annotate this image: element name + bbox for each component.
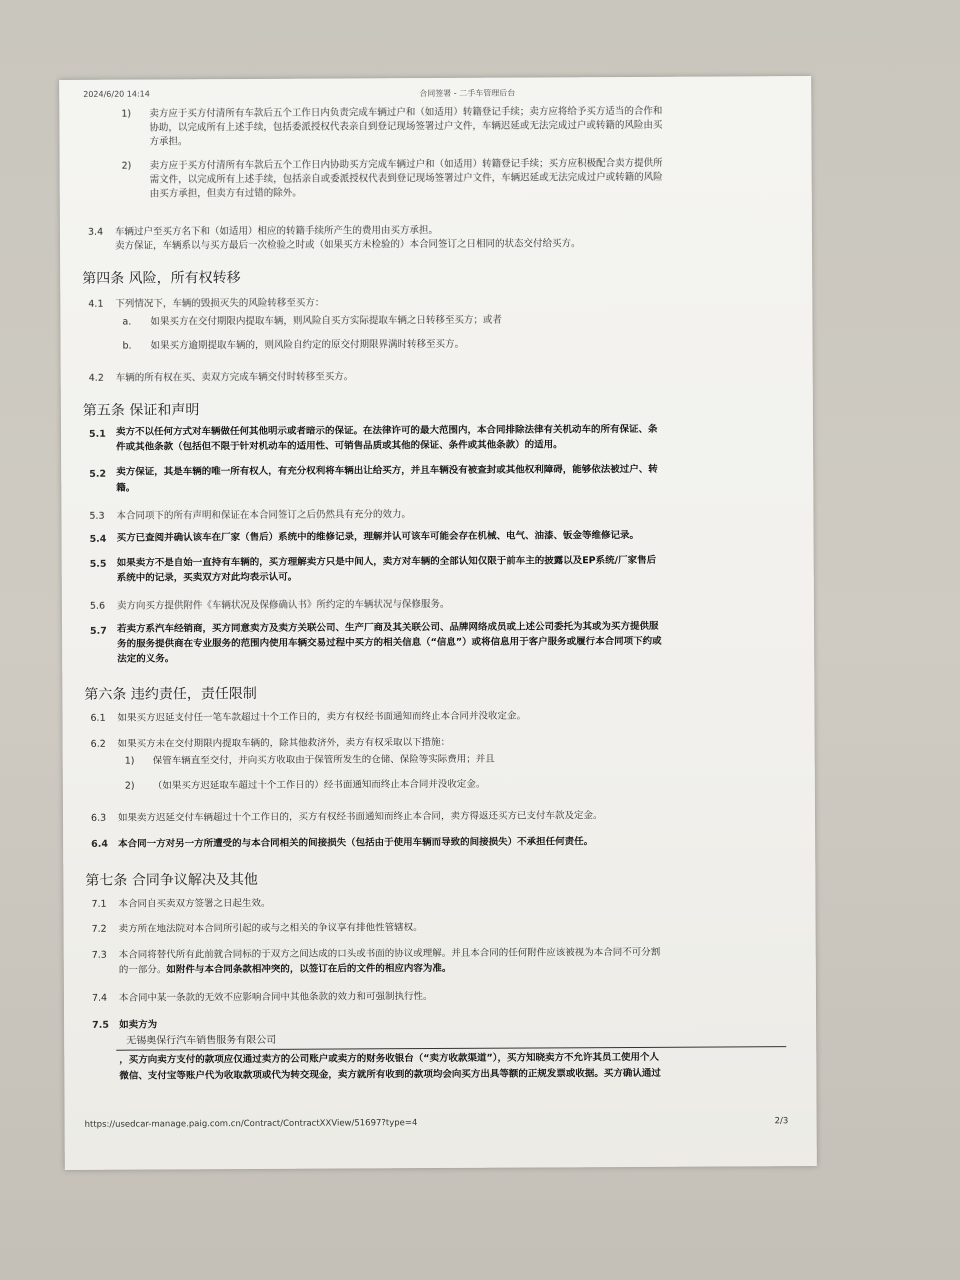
clause-text: 本合同一方对另一方所遭受的与本合同相关的间接损失（包括由于使用车辆而导致的间接损失）不承担任何责任。 [118,836,594,850]
print-title: 合同签署 - 二手车管理后台 [419,88,516,99]
print-datetime: 2024/6/20 14:14 [83,89,150,99]
clause-number: 5.2 [89,468,107,480]
clause-text: 本合同项下的所有声明和保证在本合同签订之后仍然具有充分的效力。 [116,509,411,522]
clause-text: 系统中的记录，买卖双方对此均表示认可。 [116,571,298,584]
clause-number: 5.6 [89,600,106,612]
item-text: 保管车辆直至交付，并向买方收取由于保管所发生的仓储、保险等实际费用；并且 [152,753,495,767]
clause-text: 件或其他条款（包括但不限于针对机动车的适用性、可销售品质或其他的保证、条件或其他条款）的适用。 [116,439,563,453]
clause-text: 法定的义务。 [117,653,175,665]
item-text: 卖方应于买方付清所有车款后五个工作日内负责完成车辆过户和（如适用）转籍登记手续；卖方应将给予买方适当的合作和 [149,105,663,120]
clause-text: 买方已查阅并确认该车在厂家（售后）系统中的维修记录，理解并认可该车可能会存在机械、电气、油漆、钣金等维修记录。 [116,529,640,544]
clause-number: 5.7 [90,625,107,637]
item-text: （如果买方迟延取车超过十个工作日的）经书面通知而终止本合同并没收定金。 [152,778,486,792]
clause-number: 7.4 [91,992,108,1004]
item-text: 如果买方在交付期限内提取车辆，则风险自买方实际提取车辆之日转移至买方；或者 [150,314,502,328]
seller-name: 无锡奥保行汽车销售服务有限公司 [126,1034,277,1047]
clause-number: 7.5 [92,1019,109,1031]
clause-text [119,962,452,977]
clause-number: 6.2 [90,738,106,750]
clause-number: 6.4 [91,838,109,850]
clause-text: 卖方保证，车辆系以与买方最后一次检验之时或（如果买方未检验的）本合同签订之日相同的状态交付给买方。 [114,238,581,252]
clause-number: 5.4 [89,533,107,545]
item-number: 2) [121,160,132,172]
clause-number: 7.3 [91,949,107,961]
item-text: 如果买方逾期提取车辆的，则风险自约定的原交付期限界满时转移至买方。 [150,338,465,352]
clause-number: 5.1 [88,428,106,440]
clause-text: ，买方向卖方支付的款项应仅通过卖方的公司账户或卖方的财务收银台（“卖方收款渠道”），买方知晓卖方不允许其员工使用个人 [119,1051,660,1066]
clause-text: 本合同中某一条款的无效不应影响合同中其他条款的效力和可强制执行性。 [118,991,433,1004]
clause-text: 务的服务提供商在专业服务的范围内使用车辆交易过程中买方的相关信息（“信息”）或将信息用于客户服务或履行本合同项下约或 [117,635,662,650]
clause-text: 如果卖方迟延交付车辆超过十个工作日的，买方有权经书面通知而终止本合同，卖方得返还买方已支付车款及定金。 [117,810,603,824]
clause-text-bold-part: 如附件与本合同条款相冲突的，以签订在后的文件的相应内容为准。 [166,962,452,976]
item-number: 1) [121,108,132,120]
clause-number: 3.4 [87,226,104,238]
page-number: 2/3 [774,1116,789,1127]
page-url: https://usedcar-manage.paig.com.cn/Contract/ContractXXView/51697?type=4 [84,1118,418,1130]
clause-text: 如果卖方不是自始一直持有车辆的，买方理解卖方只是中间人，卖方对车辆的全部认知仅限于前车主的披露以及EP系统/厂家售后 [116,554,657,569]
clause-number: 7.2 [91,923,107,935]
clause-text: 如果买方未在交付期限内提取车辆的，除其他救济外，卖方有权采取以下措施： [117,736,451,750]
clause-number: 6.1 [90,712,106,724]
item-text: 方承担。 [149,136,188,148]
clause-text: 如果买方迟延支付任一笔车款超过十个工作日的，卖方有权经书面通知而终止本合同并没收定金。 [117,710,527,724]
article-heading: 第六条 违约责任，责任限制 [84,685,257,703]
clause-text: 车辆的所有权在买、卖双方完成车辆交付时转移至买方。 [115,371,354,384]
item-number: 2) [124,780,135,792]
clause-text: 卖方不以任何方式对车辆做任何其他明示或者暗示的保证。在法律许可的最大范围内，本合同排除法律有关机动车的所有保证、条 [115,423,658,438]
clause-text: 卖方向买方提供附件《车辆状况及保修确认书》所约定的车辆状况与保修服务。 [116,598,450,612]
item-text: 卖方应于买方付清所有车款后五个工作日内协助买方完成车辆过户和（如适用）转籍登记手续；买方应积极配合卖方提供所 [149,157,663,172]
clause-text: 微信、支付宝等账户代为收取款项或代为转交现金，卖方就所有收到的款项均会向买方出具等额的正规发票或收据。买方确认通过 [119,1067,661,1082]
clause-number: 6.3 [90,812,107,824]
item-text: 需文件，以完成所有上述手续，包括亲自或委派授权代表到登记现场签署过户文件，车辆迟延或无法完成过户或转籍的风险 [149,171,663,186]
clause-number: 4.1 [88,298,104,310]
clause-text-part: 的一部分。 [118,964,167,976]
item-number: a. [122,316,132,328]
item-number: b. [122,340,132,352]
clause-number: 4.2 [88,372,104,384]
clause-text: 车辆过户至买方名下和（如适用）相应的转籍手续所产生的费用由买方承担。 [114,224,438,238]
clause-text: 若卖方系汽车经销商，买方同意卖方及卖方关联公司、生产厂商及其关联公司、品牌网络成员或上述公司委托为其或为买方提供服 [116,620,659,635]
item-number: 1) [124,755,135,767]
article-heading: 第四条 风险，所有权转移 [82,270,241,287]
clause-text: 本合同将替代所有此前就合同标的于双方之间达成的口头或书面的协议或理解。并且本合同的任何附件应该被视为本合同不可分割 [118,946,661,961]
article-heading: 第七条 合同争议解决及其他 [85,871,258,889]
contract-page [59,76,817,1170]
clause-number: 5.3 [89,510,105,522]
clause-text: 本合同自买卖双方签署之日起生效。 [118,897,271,910]
item-text: 由买方承担，但卖方有过错的除外。 [149,187,302,200]
clause-number: 5.5 [89,558,107,570]
clause-text: 下列情况下，车辆的毁损灭失的风险转移至买方： [115,297,325,310]
clause-text: 卖方所在地法院对本合同所引起的或与之相关的争议享有排他性管辖权。 [118,922,423,935]
clause-number: 7.1 [91,898,107,910]
clause-subtitle: 如卖方为 [119,1019,158,1031]
article-heading: 第五条 保证和声明 [82,402,200,419]
clause-text: 籍。 [116,482,136,494]
clause-text: 卖方保证，其是车辆的唯一所有权人，有充分权利将车辆出让给买方，并且车辆没有被查封或其他权利障碍，能够依法被过户、转 [116,463,658,478]
item-text: 协助，以完成所有上述手续，包括委派授权代表亲自到登记现场签署过户文件，车辆迟延或无法完成过户或转籍的风险由买 [149,119,663,134]
